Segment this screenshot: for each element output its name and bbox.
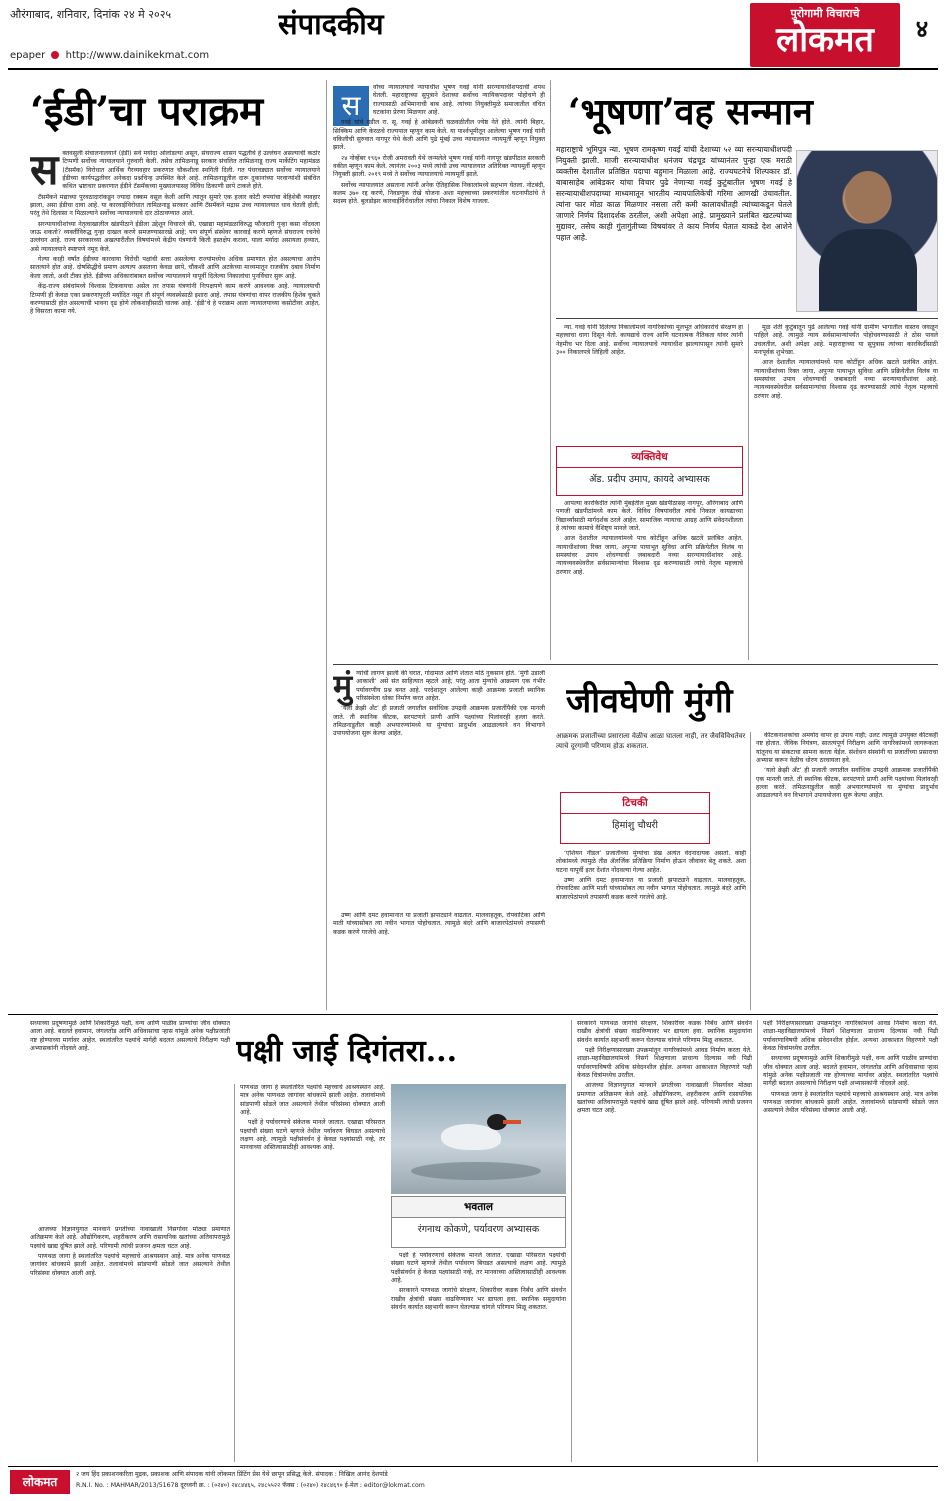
birds-col1 [30, 1020, 230, 1220]
col-divider [571, 1020, 572, 1462]
ant-paragraph: ग्यांची लागण झाली की घरात, गोदामात आणि शेतात मोठे नुकसान होते. ‘मुंगी उडाली आकाशी’ असे संत साहित्यात म्हटले आहे; परंतु आता मुंग्यांचे आक्रमण एक गंभीर पर्यावरणीय प्रश्न बनत आहे. परदेशातून आलेल्या काही आक्रमक प्रजाती स्थानिक परिसंस्थेला धोका निर्माण करत आहेत. [356, 670, 545, 703]
bhushan-byline-box [556, 446, 743, 496]
bhushan-byline-label: व्यक्तिवेध [557, 447, 742, 468]
middle-paragraph: गवई यांचे वडील रा. सू. गवई हे आंबेडकरी चळवळीतील ज्येष्ठ नेते होते. त्यांनी बिहार, सिक्किम आणि केरळचे राज्यपाल म्हणून काम केले. या पार्श्वभूमीतून आलेल्या भूषण गवई यांनी वकिलीची सुरुवात नागपूर येथे केली आणि पुढे मुंबई उच्च न्यायालयात न्यायमूर्ती म्हणून नियुक्त झाले. [333, 119, 545, 152]
footer-imprint: २ जय हिंद प्रकाशनकरिता मुद्रक, प्रकाशक आणि संपादक यांनी लोकमत प्रिंटिंग प्रेस येथे छापून प्रसिद्ध केले. संपादक : निखिल आनंद देशपांडे [76, 1471, 388, 1478]
birds-paragraph: पक्षी निरीक्षणासारख्या उपक्रमांतून नागरिकांमध्ये आवड निर्माण करता येते. शाळा-महाविद्यालयांमध्ये निसर्ग शिक्षणाला प्राधान्य दिल्यास नवी पिढी पर्यावरणाविषयी अधिक संवेदनशील होईल. अन्यथा आकाशात विहरणारे पक्षी केवळ चित्रांमध्येच उरतील. [763, 1020, 938, 1053]
bhushan-byline-author: ॲड. प्रदीप उमाप, कायदे अभ्यासक [589, 474, 710, 485]
ed-article [30, 150, 320, 1010]
justice-portrait [796, 150, 938, 312]
bhushan-paragraph: मूळ शेती कुटुंबातून पुढे आलेल्या गवई यांनी ग्रामीण भागातील वास्तव जवळून पाहिले आहे. त्यामुळे न्याय सर्वसामान्यांपर्यंत पोहोचवण्यासाठी ते ठोस पावले उचलतील, अशी अपेक्षा आहे. महाराष्ट्राच्या या सुपुत्रास त्यांच्या कारकिर्दीसाठी मनःपूर्वक शुभेच्छा. [754, 324, 938, 357]
bhushan-lead: महाराष्ट्राचे भूमिपुत्र न्या. भूषण रामकृष्ण गवई यांची देशाच्या ५२ व्या सरन्यायाधीशपदी नियुक्ती झाली. माजी सरन्यायाधीश धनंजय चंद्रचूड यांच्यानंतर पुन्हा एक मराठी व्यक्तीस देशातील प्रतिष्ठित पदाचा बहुमान मिळाला आहे. राज्यघटनेचे शिल्पकार डॉ. बाबासाहेब आंबेडकर यांचा विचार पुढे नेणाऱ्या गवई कुटुंबातील भूषण गवई हे सरन्यायाधीशपदाच्या माध्यमातून भारतीय न्यायपालिकेची गरिमा आणखी उंचावतील. त्यांना फार मोठा काळ मिळणार नसला तरी कमी कालावधीतही त्यांच्याकडून घेतले जाणारे निर्णय दिशादर्शक ठरतील, अशी अपेक्षा आहे. प्रामुख्याने प्रलंबित खटल्यांच्या मुद्यावर, तसेच काही गुंतागुंतीच्या विषयांवर ते काय निर्णय घेतात याकडे देश आशेने पहात आहे. [556, 145, 792, 242]
ed-paragraph: टॅसमॅकने मद्याच्या पुरवठादारांकडून ज्यादा रक्कम वसूल केली आणि त्यातून सुमारे एक हजार कोटी रुपयांचा बेहिशेबी व्यवहार झाला, असा ईडीचा दावा आहे. या कारवाईविरोधात तामिळनाडू सरकार आणि टॅसमॅकने मद्रास उच्च न्यायालयात धाव घेतली होती; परंतु तेथे दिलासा न मिळाल्याने सर्वोच्च न्यायालयाचे दार ठोठावण्यात आले. [30, 193, 320, 218]
bhushan-col1b [556, 500, 743, 660]
bhushan-paragraph: आपल्या कारकिर्दीत त्यांनी मुंबईतील मुख्य खंडपीठासह नागपूर, औरंगाबाद आणि पणजी खंडपीठांमध्ये काम केले. विविध विषयांवरील त्यांचे निकाल कायद्याच्या विद्यार्थ्यांसाठी मार्गदर्शक ठरले आहेत. सामाजिक न्यायाचा आग्रह आणि संवेदनशीलता हे त्यांच्या कामाचे वैशिष्ट्य मानले जाते. [556, 500, 743, 533]
ant-byline-label: टिचकी [561, 793, 709, 814]
bhushan-rule [556, 318, 938, 319]
birds-paragraph: आजच्या विज्ञानयुगात मानवाने प्रगतीच्या नावाखाली निसर्गावर मोठ्या प्रमाणात अतिक्रमण केले आहे. औद्योगिकरण, शहरीकरण आणि रासायनिक खतांच्या अतिवापरामुळे पक्ष्यांचे खाद्य दूषित झाले आहे. परिणामी त्यांची प्रजनन क्षमता घटत आहे. [577, 1082, 752, 1115]
bhushan-col1 [556, 324, 743, 444]
bird-shadow [411, 1162, 541, 1180]
ant-paragraph: ‘एशियन नीडल’ प्रजातीच्या मुंग्यांचा डंख अत्यंत वेदनादायक असतो. काही लोकांमध्ये त्यामुळे तीव्र ॲलर्जिक प्रतिक्रिया निर्माण होऊन जीवावर बेतू शकते. अशा घटना यापूर्वी इतर देशांत नोंदवल्या गेल्या आहेत. [556, 850, 746, 874]
ed-paragraph: सरन्यायाधीशांच्या नेतृत्वाखालील खंडपीठाने ईडीला उद्देशून विचारले की, एखाद्या महामंडळाविरुद्ध फौजदारी गुन्हा कसा नोंदवला जाऊ शकतो? व्यक्तींविरुद्ध गुन्हा दाखल करणे समजण्यासारखे आहे; पण संपूर्ण संस्थेवर कारवाई करणे म्हणजे संघराज्य रचनेचे उल्लंघन आहे. राज्य सरकारच्या अखत्यारीतील विषयांमध्ये केंद्रीय यंत्रणांनी किती हस्तक्षेप करावा, याला मर्यादा असायला हव्यात, असे न्यायालयाने स्पष्टपणे नमूद केले. [30, 220, 320, 253]
bhushan-col2 [754, 324, 938, 660]
ant-col3 [756, 732, 938, 1010]
masthead [0, 0, 945, 72]
birds-byline-label: भवताल [392, 1197, 565, 1218]
portrait-face-icon [845, 171, 891, 223]
masthead-rule [8, 68, 938, 70]
ed-dropcap: स [30, 150, 59, 194]
ed-paragraph: गेल्या काही वर्षांत ईडीच्या कारवाया विरोधी पक्षांची सत्ता असलेल्या राज्यांमध्येच अधिक प्रमाणात होत असल्याचा आरोप सातत्याने होत आहे. दोषसिद्धीचे प्रमाण अत्यल्प असताना केवळ छापे, चौकशी आणि अटकेच्या माध्यमातून राजकीय दबाव निर्माण केला जातो, अशी टीका होते. ईडीच्या अधिकारांबाबत सर्वोच्च न्यायालयाने यापूर्वी दिलेल्या निकालांचा पुनर्विचार सुरू आहे. [30, 256, 320, 280]
birds-paragraph: पाणथळ जागा हे स्थलांतरित पक्ष्यांचे महत्त्वाचे आश्रयस्थान आहे. मात्र अनेक पाणथळ जागांवर बांधकामे झाली आहेत. तलावांमध्ये सांडपाणी सोडले जात असल्याने तेथील परिसंस्था धोक्यात आली आहे. [763, 1090, 938, 1115]
middle-dropcap: स [341, 89, 361, 122]
ant-col1 [333, 670, 545, 910]
ed-paragraph: केंद्र-राज्य संबंधांमध्ये विश्वास टिकवायचा असेल तर तपास यंत्रणांनी निःपक्षपणे काम करणे आवश्यक आहे. न्यायालयाची टिप्पणी ही केवळ एका प्रकरणापुरती मर्यादित नसून ती संपूर्ण व्यवस्थेसाठी इशारा आहे. तपास यंत्रणांचा वापर राजकीय हिशेब चुकते करण्यासाठी होत असल्याची भावना दृढ होणे लोकशाहीसाठी घातक आहे. ‘ईडी’चे हे पराक्रम आता न्यायालयाच्या कसोटीवर आहेत, हे विसरता कामा नये. [30, 283, 320, 316]
col-divider [748, 324, 749, 660]
ant-col-mid [333, 912, 545, 1010]
col-divider [550, 80, 551, 660]
bhushan-headline: ‘भूषणा’वह सन्मान [568, 91, 813, 133]
birds-paragraph: पक्षी निरीक्षणासारख्या उपक्रमांतून नागरिकांमध्ये आवड निर्माण करता येते. शाळा-महाविद्यालयांमध्ये निसर्ग शिक्षणाला प्राधान्य दिल्यास नवी पिढी पर्यावरणाविषयी अधिक संवेदनशील होईल. अन्यथा आकाशात विहरणारे पक्षी केवळ चित्रांमध्येच उरतील. [577, 1047, 752, 1080]
bird-photo [391, 1084, 566, 1194]
birds-paragraph: आजच्या विज्ञानयुगात मानवाने प्रगतीच्या नावाखाली निसर्गावर मोठ्या प्रमाणात अतिक्रमण केले आहे. औद्योगिकरण, शहरीकरण आणि रासायनिक खतांच्या अतिवापरामुळे पक्ष्यांचे खाद्य दूषित झाले आहे. परिणामी त्यांची प्रजनन क्षमता घटत आहे. [30, 1226, 230, 1250]
epaper-label: epaper [10, 50, 46, 61]
birds-paragraph: सध्याच्या प्रदूषणामुळे आणि शिकारीमुळे पक्षी, वन्य आणि पाळीव प्राण्यांचा जीव धोक्यात आला आहे. बदलते हवामान, जंगलतोड आणि अधिवासाचा ऱ्हास यांमुळे अनेक पक्षीप्रजाती नष्ट होण्याच्या मार्गावर आहेत. स्थलांतरित पक्ष्यांचे मार्गही बदलत असल्याचे निरीक्षण पक्षी अभ्यासकांनी नोंदवले आहे. [30, 1020, 230, 1053]
brand-box [750, 3, 900, 67]
lower-section-rule [8, 1014, 938, 1015]
birds-col2 [240, 1084, 385, 1462]
birds-byline-box [391, 1196, 566, 1248]
middle-paragraph: र्वोच्च न्यायालयाचे न्यायाधीश भूषण गवई यांनी सरन्यायाधीशपदाची शपथ घेतली. महाराष्ट्राच्या सुपुत्राने देशाच्या सर्वोच्च न्यायिकपदावर पोहोचणे ही राज्यासाठी अभिमानाची बाब आहे. त्यांच्या नियुक्तीमुळे समाजातील वंचित घटकांना प्रेरणा मिळणार आहे. [373, 84, 545, 117]
birds-paragraph: पक्षी हे पर्यावरणाचे संकेतक मानले जातात. एखाद्या परिसरात पक्ष्यांची संख्या घटणे म्हणजे तेथील पर्यावरण बिघडत असल्याचे लक्षण आहे. त्यामुळे पक्षीसंवर्धन हे केवळ पक्ष्यांसाठी नव्हे, तर मानवाच्या अस्तित्वासाठीही आवश्यक आहे. [240, 1119, 385, 1152]
col-divider [234, 1084, 235, 1462]
birds-paragraph: सरकारने पाणथळ जागांचे संरक्षण, शिकारीवर कडक निर्बंध आणि संवर्धन राखीव क्षेत्रांची संख्या वाढविण्यावर भर द्यायला हवा. स्थानिक समुदायांना संवर्धन कार्यात सहभागी करून घेतल्यास चांगले परिणाम मिळू शकतात. [577, 1020, 752, 1044]
ant-paragraph: ‘यलो क्रेझी अँट’ ही प्रजाती जगातील सर्वाधिक उपद्रवी आक्रमक प्रजातींपैकी एक मानली जाते. ती स्थानिक कीटक, सरपटणारे प्राणी आणि पक्ष्यांच्या पिलांवरही हल्ला करते. तमिळनाडूतील काही अभयारण्यांमध्ये या मुंग्यांचा प्रादुर्भाव आढळल्याने वन विभागाने उपाययोजना सुरू केल्या आहेत. [333, 705, 545, 738]
ant-paragraph: उष्ण आणि दमट हवामानात या प्रजाती झपाट्याने वाढतात. मालवाहतूक, रोपवाटिका आणि माती यांच्यासोबत त्या नवीन भागात पोहोचतात. त्यामुळे बंदरे आणि बाजारपेठांमध्ये तपासणी कडक करणे गरजेचे आहे. [556, 877, 746, 901]
dateline: औरंगाबाद, शनिवार, दिनांक २४ मे २०२५ [10, 8, 172, 21]
bhushan-paragraph: न्या. गवई यांनी दिलेल्या निकालांमध्ये नागरिकांच्या मूलभूत अधिकारांचे संरक्षण हा महत्त्वाचा धागा दिसून येतो. कायद्याचे राज्य आणि घटनात्मक नैतिकता यांवर त्यांनी नेहमीच भर दिला आहे. सर्वोच्च न्यायालयाचे न्यायाधीश झाल्यापासून त्यांनी सुमारे ३०० निकालपत्रे लिहिली आहेत. [556, 324, 743, 357]
col-divider [757, 1020, 758, 1462]
birds-headline: पक्षी जाई दिगंतरा... [236, 1034, 458, 1069]
ant-headline: जीवघेणी मुंगी [566, 681, 733, 721]
ant-byline-author: हिमांशु चौधरी [612, 820, 658, 831]
middle-paragraph: सर्वोच्च न्यायालयात असताना त्यांनी अनेक ऐतिहासिक निकालांमध्ये सहभाग घेतला. नोटबंदी, कलम ३७० रद्द करणे, निवडणूक रोखे योजना अशा महत्त्वाच्या प्रकरणांतील घटनापीठांचे ते सदस्य होते. बुलडोझर कारवाईविरोधातील त्यांचा निकाल विशेष गाजला. [333, 181, 545, 206]
footer-rule [8, 1466, 938, 1467]
ant-dropcap: मुं [333, 670, 353, 705]
ant-paragraph: ‘यलो क्रेझी अँट’ ही प्रजाती जगातील सर्वाधिक उपद्रवी आक्रमक प्रजातींपैकी एक मानली जाते. ती स्थानिक कीटक, सरपटणारे प्राणी आणि पक्ष्यांच्या पिलांवरही हल्ला करते. तमिळनाडूतील काही अभयारण्यांमध्ये या मुंग्यांचा प्रादुर्भाव आढळल्याने वन विभागाने उपाययोजना सुरू केल्या आहेत. [756, 767, 938, 800]
birds-col3 [391, 1252, 566, 1462]
portrait-robe-icon [819, 229, 917, 312]
page-number: ४ [915, 15, 929, 43]
mid-section-rule [333, 664, 938, 665]
birds-col5 [763, 1020, 938, 1462]
ed-headline: ‘ईडी’चा पराक्रम [30, 88, 264, 135]
birds-paragraph: पाणथळ जागा हे स्थलांतरित पक्ष्यांचे महत्त्वाचे आश्रयस्थान आहे. मात्र अनेक पाणथळ जागांवर बांधकामे झाली आहेत. तलावांमध्ये सांडपाणी सोडले जात असल्याने तेथील परिसंस्था धोक्यात आली आहे. [240, 1084, 385, 1117]
footer-rni: R.N.I. No. : MAHMAR/2013/51678 दूरध्वनी क्र. : (०२४०) २४८४४६५, २४८५५२२ फॅक्स : (०२४०) २४८४६९० ई-मेल : editor@lokmat.com [76, 1482, 425, 1489]
section-title: संपादकीय [278, 7, 384, 41]
ant-paragraph: कीटकनाशकांचा अमर्याद वापर हा उपाय नाही; उलट त्यामुळे उपयुक्त कीटकही नष्ट होतात. जैविक नियंत्रण, सातत्यपूर्ण निरीक्षण आणि नागरिकांमध्ये जागरूकता यांतूनच या संकटाचा सामना करता येईल. संशोधन संस्थांनी या प्रजातींच्या प्रसाराचा अभ्यास करून वेळीच धोरण ठरवायला हवे. [756, 732, 938, 765]
site-url: http://www.dainikekmat.com [65, 50, 210, 61]
brand-logo: लोकमत [776, 20, 874, 60]
bhushan-paragraph: आज देशातील न्यायालयांमध्ये पाच कोटींहून अधिक खटले प्रलंबित आहेत. न्यायाधीशांच्या रिक्त जागा, अपुऱ्या पायाभूत सुविधा आणि प्रक्रियेतील विलंब या समस्यांवर उपाय शोधण्याची जबाबदारी नव्या सरन्यायाधीशांवर आहे. न्यायव्यवस्थेवरील सर्वसामान्यांचा विश्वास दृढ करण्यासाठी त्यांचे नेतृत्व महत्त्वाचे ठरणार आहे. [754, 359, 938, 400]
ant-col2 [556, 850, 746, 1010]
bhushan-paragraph: आज देशातील न्यायालयांमध्ये पाच कोटींहून अधिक खटले प्रलंबित आहेत. न्यायाधीशांच्या रिक्त जागा, अपुऱ्या पायाभूत सुविधा आणि प्रक्रियेतील विलंब या समस्यांवर उपाय शोधण्याची जबाबदारी नव्या सरन्यायाधीशांवर आहे. न्यायव्यवस्थेवरील सर्वसामान्यांचा विश्वास दृढ करण्यासाठी त्यांचे नेतृत्व महत्त्वाचे ठरणार आहे. [556, 535, 743, 576]
birds-paragraph: सध्याच्या प्रदूषणामुळे आणि शिकारीमुळे पक्षी, वन्य आणि पाळीव प्राण्यांचा जीव धोक्यात आला आहे. बदलते हवामान, जंगलतोड आणि अधिवासाचा ऱ्हास यांमुळे अनेक पक्षीप्रजाती नष्ट होण्याच्या मार्गावर आहेत. स्थलांतरित पक्ष्यांचे मार्गही बदलत असल्याचे निरीक्षण पक्षी अभ्यासकांनी नोंदवले आहे. [763, 1055, 938, 1088]
col-divider [750, 732, 751, 1010]
birds-paragraph: पाणथळ जागा हे स्थलांतरित पक्ष्यांचे महत्त्वाचे आश्रयस्थान आहे. मात्र अनेक पाणथळ जागांवर बांधकामे झाली आहेत. तलावांमध्ये सांडपाणी सोडले जात असल्याने तेथील परिसंस्था धोक्यात आली आहे. [30, 1253, 230, 1277]
bird-beak-icon [503, 1120, 521, 1124]
middle-paragraph: २४ नोव्हेंबर १९६० रोजी अमरावती येथे जन्मलेले भूषण गवई यांनी नागपूर खंडपीठात सरकारी वकील म्हणून काम केले. त्यानंतर २००३ मध्ये त्यांची उच्च न्यायालयात अतिरिक्त न्यायमूर्ती म्हणून नियुक्ती झाली. २०१९ मध्ये ते सर्वोच्च न्यायालयाचे न्यायमूर्ती झाले. [333, 154, 545, 179]
ant-byline-box [560, 792, 710, 844]
birds-col1b [30, 1226, 230, 1462]
ed-paragraph: क्तवसुली संचालनालयाने (ईडी) सर्व मर्यादा ओलांडल्या असून, संघराज्य शासन पद्धतीचे हे उल्लंघन असल्याची कठोर टिप्पणी सर्वोच्च न्यायालयाने गुरुवारी केली. तसेच तामिळनाडू सरकार संचलित तामिळनाडू राज्य मार्केटिंग महामंडळ (टॅसमॅक) विरोधात आर्थिक गैरव्यवहार प्रकरणात चौकशीला स्थगिती दिली. गत पंधरवड्यात सर्वोच्च न्यायालयाने ईडीच्या कार्यपद्धतीवर अनेकदा प्रश्नचिन्ह उपस्थित केले आहे. तामिळनाडूतील दारू दुकानांच्या परवान्यांशी संबंधित कथित भ्रष्टाचार प्रकरणात ईडीने टॅसमॅकच्या मुख्यालयासह विविध ठिकाणी छापे टाकले होते. [62, 150, 320, 191]
brand-tagline: पुरोगामी विचाराचे [790, 7, 860, 20]
col-divider [326, 80, 327, 1010]
birds-byline-author: रंगनाथ कोकणे, पर्यावरण अभ्यासक [417, 1224, 540, 1235]
birds-paragraph: सरकारने पाणथळ जागांचे संरक्षण, शिकारीवर कडक निर्बंध आणि संवर्धन राखीव क्षेत्रांची संख्या वाढविण्यावर भर द्यायला हवा. स्थानिक समुदायांना संवर्धन कार्यात सहभागी करून घेतल्यास चांगले परिणाम मिळू शकतात. [391, 1287, 566, 1312]
ant-intro: आक्रमक प्रजातींच्या प्रसाराला वेळीच आळा घातला नाही, तर जैवविविधतेवर त्याचे दूरगामी परिणाम होऊ शकतात. [556, 732, 746, 750]
birds-paragraph: पक्षी हे पर्यावरणाचे संकेतक मानले जातात. एखाद्या परिसरात पक्ष्यांची संख्या घटणे म्हणजे तेथील पर्यावरण बिघडत असल्याचे लक्षण आहे. त्यामुळे पक्षीसंवर्धन हे केवळ पक्ष्यांसाठी नव्हे, तर मानवाच्या अस्तित्वासाठीही आवश्यक आहे. [391, 1252, 566, 1285]
birds-col4 [577, 1020, 752, 1462]
epaper-link[interactable] [10, 50, 270, 61]
footer-logo: लोकमत [10, 1470, 70, 1494]
epaper-icon [51, 51, 59, 59]
ant-paragraph: उष्ण आणि दमट हवामानात या प्रजाती झपाट्याने वाढतात. मालवाहतूक, रोपवाटिका आणि माती यांच्यासोबत त्या नवीन भागात पोहोचतात. त्यामुळे बंदरे आणि बाजारपेठांमध्ये तपासणी कडक करणे गरजेचे आहे. [333, 912, 545, 936]
middle-article [333, 84, 545, 664]
